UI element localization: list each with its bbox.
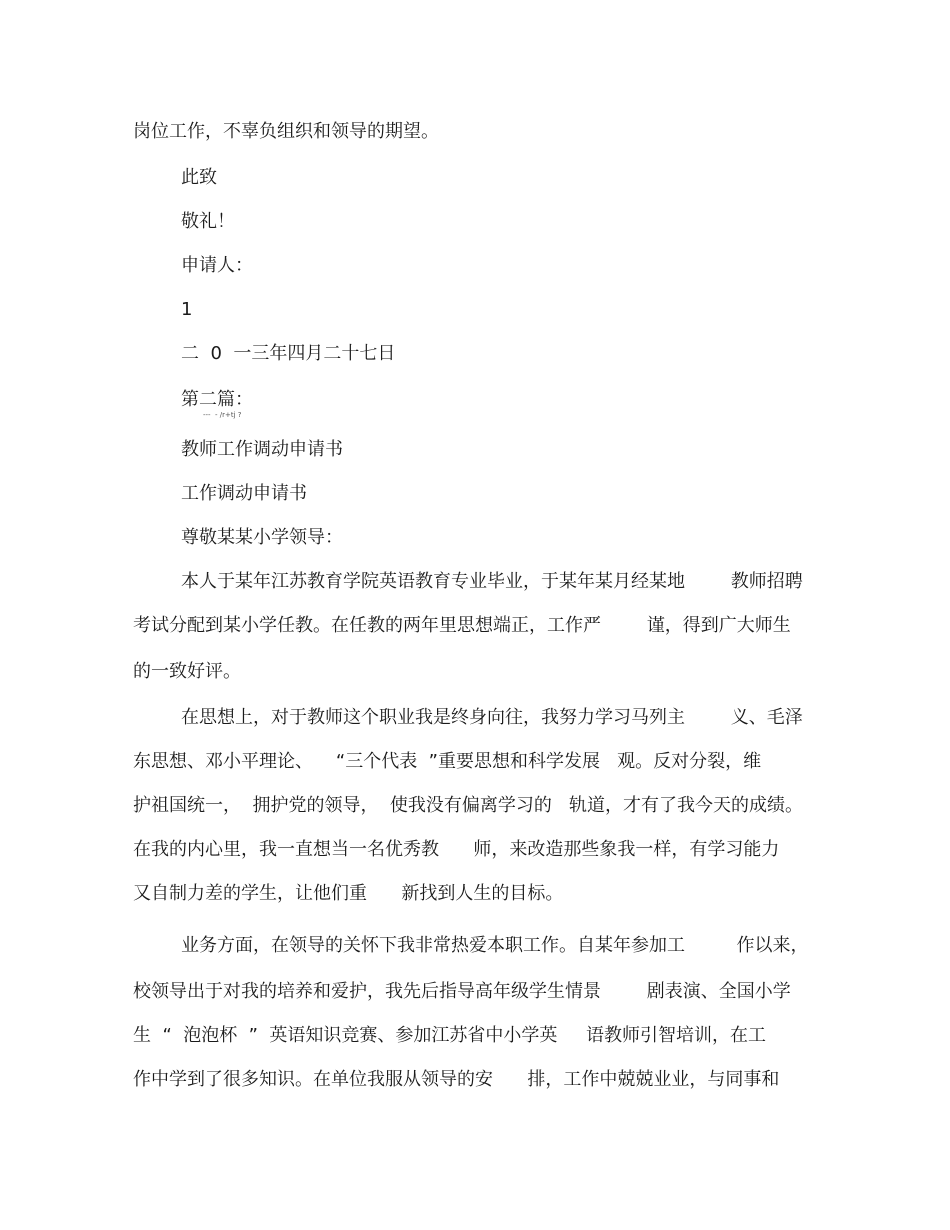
text-line-10: 尊敬某某小学领导： [181,527,343,548]
text-line-1: 岗位工作，不辜负组织和领导的期望。 [133,121,439,142]
text-line-3: 敬礼！ [181,211,235,232]
text-line-11: 本人于某年江苏教育学院英语教育专业毕业，于某年某月经某地 教师招聘 [181,571,803,592]
text-line-9: 工作调动申请书 [181,483,307,504]
tiny-scribble: --- - /r+tj ? [203,411,242,419]
text-line-8: 教师工作调动申请书 [181,439,343,460]
text-line-21: 生 “ 泡泡杯 ” 英语知识竞赛、参加江苏省中小学英 语教师引智培训，在工 [133,1025,767,1046]
text-line-6: 二 0 一三年四月二十七日 [181,343,396,364]
text-line-4: 申请人： [181,255,253,276]
text-line-2: 此致 [181,167,217,188]
text-line-18: 又自制力差的学生，让他们重 新找到人生的目标。 [133,883,564,904]
text-line-16: 护祖国统一， 拥护党的领导， 使我没有偏离学习的 轨道，才有了我今天的成绩。 [133,795,804,816]
text-line-19: 业务方面，在领导的关怀下我非常热爱本职工作。自某年参加工 作以来， [181,935,809,956]
text-line-22: 作中学到了很多知识。在单位我服从领导的安 排，工作中兢兢业业，与同事和 [133,1069,780,1090]
text-line-13: 的一致好评。 [133,661,241,682]
text-line-20: 校领导出于对我的培养和爱护，我先后指导高年级学生情景 剧表演、全国小学 [133,981,791,1002]
text-line-7: 第二篇： [181,389,253,410]
text-line-12: 考试分配到某小学任教。在任教的两年里思想端正，工作严 谨，得到广大师生 [133,615,791,636]
text-line-14: 在思想上，对于教师这个职业我是终身向往，我努力学习马列主 义、毛泽 [181,707,803,728]
text-line-15: 东思想、邓小平理论、 “三个代表 ”重要思想和科学发展 观。反对分裂，维 [133,751,762,772]
text-line-17: 在我的内心里，我一直想当一名优秀教 师，来改造那些象我一样，有学习能力 [133,839,780,860]
text-line-5: 1 [181,299,193,320]
